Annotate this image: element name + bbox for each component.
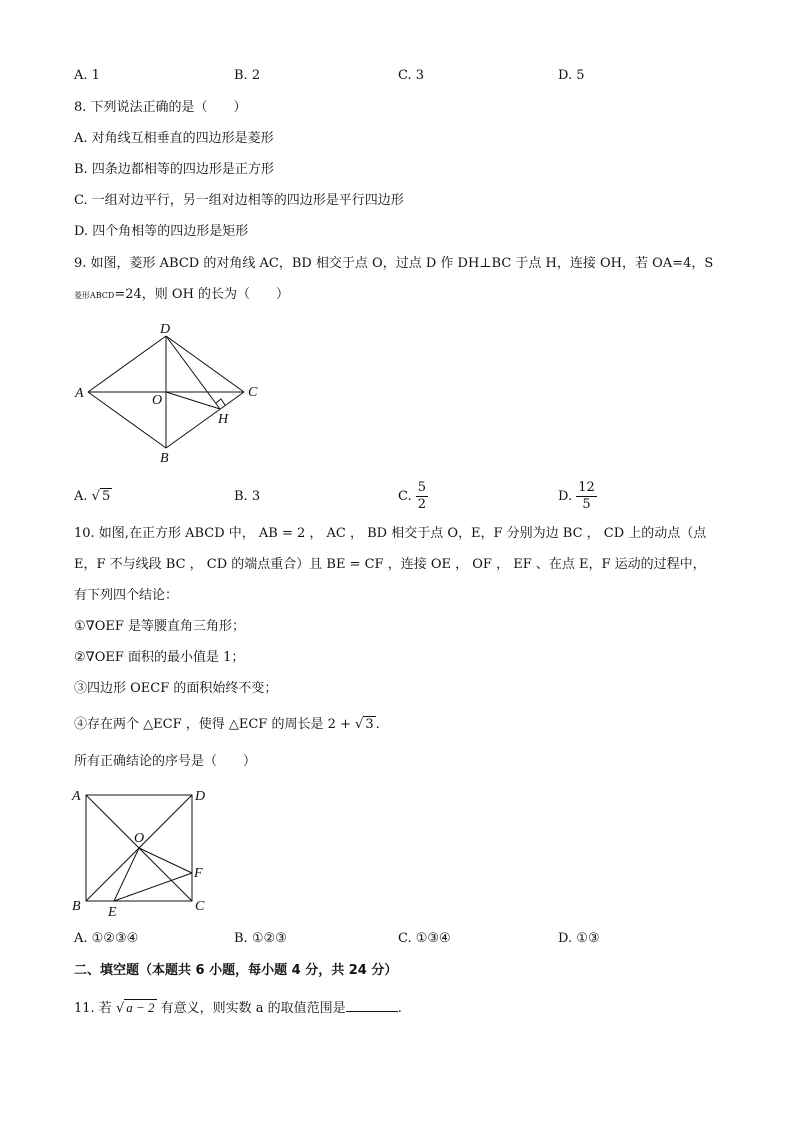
q9-option-c-prefix: C.: [398, 489, 412, 504]
q10-label-c: C: [195, 899, 205, 914]
q10-conclusion-4-text: ④存在两个 △ECF ，使得 △ECF 的周长是 2 +: [74, 717, 351, 732]
q10-label-f: F: [194, 866, 203, 881]
q11-answer-blank: [346, 999, 398, 1012]
q9-option-c-numerator: 5: [417, 480, 427, 495]
q10-option-c: C. ①③④: [398, 931, 451, 946]
q9-label-o: O: [152, 393, 163, 408]
q11-suffix: .: [397, 1001, 402, 1016]
q10-label-a: A: [72, 789, 81, 804]
q9-option-a-prefix: A.: [74, 489, 88, 504]
q9-option-b: B. 3: [234, 489, 261, 504]
q10-option-a: A. ①②③④: [74, 931, 139, 946]
q10-label-d: D: [195, 789, 206, 804]
q9-option-c: [398, 478, 428, 516]
q9-option-d-fraction: [576, 480, 597, 513]
q10-label-o: O: [134, 831, 145, 846]
q10-conclusion-4: [74, 716, 380, 734]
q9-segment-dh: [166, 336, 220, 409]
q9-right-angle-mark: [216, 399, 225, 405]
q9-option-a-radicand: 5: [101, 489, 111, 504]
section-2-heading: 二、填空题（本题共 6 小题，每小题 4 分，共 24 分）: [74, 963, 398, 978]
q11-middle: 有意义，则实数 a 的取值范围是: [160, 1001, 346, 1016]
q9-option-d: [558, 478, 597, 516]
q9-stem-line1: 9. 如图，菱形 ABCD 的对角线 AC，BD 相交于点 O，过点 D 作 DH⊥BC 于点 H，连接 OH，若 OA=4，S: [74, 256, 714, 271]
q9-stem-line2: [74, 286, 289, 305]
q8-option-c: C. 一组对边平行，另一组对边相等的四边形是平行四边形: [74, 193, 404, 208]
q7-option-b: B. 2: [234, 68, 261, 83]
q9-label-a: A: [75, 386, 84, 401]
q10-ask: 所有正确结论的序号是（ ）: [74, 754, 257, 769]
q10-segment-of: [139, 848, 192, 873]
q8-stem: 8. 下列说法正确的是（ ）: [74, 100, 247, 115]
q10-conclusion-4-suffix: .: [375, 717, 380, 732]
q7-option-a: A. 1: [74, 68, 100, 83]
q10-conclusion-4-sqrt: √ 3: [355, 717, 374, 732]
q8-option-d: D. 四个角相等的四边形是矩形: [74, 224, 249, 239]
q11-stem: [74, 999, 402, 1018]
q11-prefix: 11. 若: [74, 1001, 112, 1016]
q9-area-subscript: 菱形ABCD: [74, 291, 115, 300]
q9-rhombus-figure: [70, 318, 270, 468]
q9-option-d-numerator: 12: [578, 480, 595, 495]
q11-sqrt: √ a − 2: [115, 1000, 155, 1016]
q9-label-h: H: [218, 412, 229, 427]
q10-label-b: B: [72, 899, 81, 914]
q10-option-d: D. ①③: [558, 931, 600, 946]
q9-label-c: C: [248, 385, 258, 400]
q10-conclusion-2: ②∇OEF 面积的最小值是 1；: [74, 650, 245, 665]
q7-option-c: C. 3: [398, 68, 425, 83]
q10-conclusion-4-radicand: 3: [365, 717, 374, 732]
q8-option-a: A. 对角线互相垂直的四边形是菱形: [74, 131, 274, 146]
q10-square-figure: [68, 783, 218, 918]
q10-label-e: E: [108, 905, 117, 918]
q10-conclusion-3: ③四边形 OECF 的面积始终不变；: [74, 681, 278, 696]
q9-label-b: B: [160, 451, 169, 466]
q9-option-a-sqrt: √ 5: [91, 489, 111, 504]
q9-stem-tail: =24，则 OH 的长为（ ）: [114, 287, 290, 302]
q9-option-c-fraction: [416, 480, 428, 513]
q9-option-d-prefix: D.: [558, 489, 573, 504]
q9-option-d-denominator: 5: [582, 497, 591, 512]
q11-radicand: a − 2: [126, 1000, 155, 1015]
q7-option-d: D. 5: [558, 68, 585, 83]
q10-option-b: B. ①②③: [234, 931, 287, 946]
q9-option-c-denominator: 2: [417, 497, 427, 512]
q9-label-d: D: [160, 322, 171, 337]
q9-edge-ad: [88, 336, 166, 392]
q9-edge-cb: [166, 392, 244, 448]
q10-stem-line2: E，F 不与线段 BC ， CD 的端点重合）且 BE = CF ，连接 OE ， OF ， EF 、在点 E，F 运动的过程中，: [74, 557, 706, 572]
q8-option-b: B. 四条边都相等的四边形是正方形: [74, 162, 274, 177]
q9-option-a: [74, 488, 112, 506]
q9-segment-oh: [166, 392, 220, 409]
q10-conclusion-1: ①∇OEF 是等腰直角三角形；: [74, 619, 246, 634]
q10-stem-line3: 有下列四个结论：: [74, 588, 179, 603]
q10-stem-line1: 10. 如图,在正方形 ABCD 中， AB = 2 ， AC ， BD 相交于点 O，E，F 分别为边 BC ， CD 上的动点（点: [74, 526, 707, 541]
q9-edge-dc: [166, 336, 244, 392]
